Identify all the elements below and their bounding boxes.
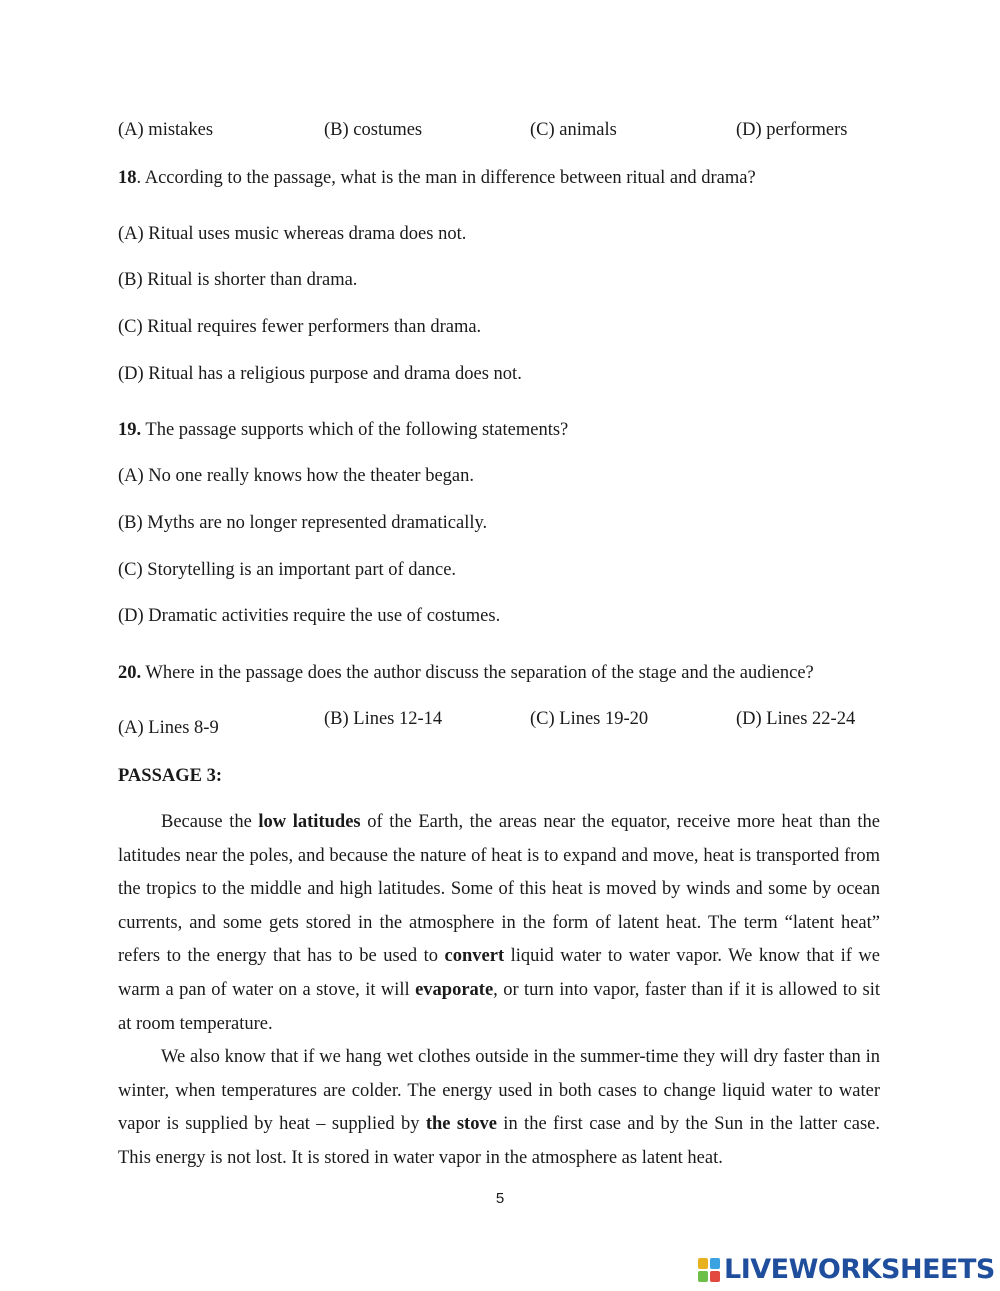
q20-text: Where in the passage does the author discuss the separation of the stage and the audience? bbox=[141, 663, 814, 683]
page-number: 5 bbox=[495, 1190, 505, 1207]
q17-option-d: (D) performers bbox=[736, 120, 848, 140]
p1-text-1: Because the bbox=[161, 812, 259, 832]
liveworksheets-logo-icon bbox=[698, 1258, 720, 1282]
brand-wordmark: LIVEWORKSHEETS bbox=[724, 1254, 995, 1285]
q18-option-b: (B) Ritual is shorter than drama. bbox=[118, 270, 358, 290]
q20-option-b: (B) Lines 12-14 bbox=[324, 709, 443, 729]
passage-paragraph-2 bbox=[118, 1041, 880, 1175]
p2-text-1: We also know that if we hang wet clothes outside in the summer-time they will dry faster than in winter, when temperatures are colder. The energy used in both cases to change liquid water to water vapor is supplied by heat – supplied by bbox=[118, 1047, 880, 1135]
liveworksheets-brand[interactable] bbox=[698, 1254, 995, 1286]
p1-text-2: of the Earth, the areas near the equator, receive more heat than the latitudes near the poles, and because the nature of heat is to expand and move, heat is transported from the tropics to the middle and high latitudes. Some of this heat is moved by winds and some by ocean currents, and some gets stored in the atmosphere in the form of latent heat. The term “latent heat” refers to the energy that has to be used to bbox=[118, 812, 880, 967]
term-evaporate: evaporate bbox=[415, 979, 494, 1000]
q20-number: 20. bbox=[118, 663, 142, 683]
q20-option-a: (A) Lines 8-9 bbox=[118, 718, 219, 738]
q18-number: 18 bbox=[118, 168, 137, 188]
q18-question bbox=[118, 167, 756, 189]
p1-text-3: liquid water to water vapor. We know that if we warm a pan of water on a stove, it will bbox=[118, 946, 881, 1000]
q17-option-a: (A) mistakes bbox=[118, 120, 214, 140]
q19-number: 19. bbox=[118, 420, 142, 440]
q20-option-d: (D) Lines 22-24 bbox=[736, 709, 856, 729]
q19-option-b: (B) Myths are no longer represented dramatically. bbox=[118, 513, 488, 533]
passage-heading: PASSAGE 3: bbox=[118, 766, 222, 786]
q19-text: The passage supports which of the following statements? bbox=[141, 420, 569, 440]
term-the-stove: the stove bbox=[425, 1114, 497, 1135]
q20-question bbox=[118, 662, 814, 684]
q17-option-b: (B) costumes bbox=[324, 120, 423, 140]
term-low-latitudes: low latitudes bbox=[258, 812, 361, 832]
q19-option-a: (A) No one really knows how the theater began. bbox=[118, 466, 475, 486]
q19-option-d: (D) Dramatic activities require the use of costumes. bbox=[118, 606, 501, 626]
term-convert: convert bbox=[444, 946, 505, 967]
p1-text-4: , or turn into vapor, faster than if it is allowed to sit at room temperature. bbox=[118, 979, 880, 1034]
q19-question bbox=[118, 419, 568, 441]
q18-option-a: (A) Ritual uses music whereas drama does not. bbox=[118, 224, 467, 244]
q18-option-d: (D) Ritual has a religious purpose and drama does not. bbox=[118, 364, 522, 384]
p2-text-2: in the first case and by the Sun in the latter case. This energy is not lost. It is stored in water vapor in the atmosphere as latent heat. bbox=[118, 1114, 880, 1168]
passage-paragraph-1 bbox=[118, 806, 880, 1041]
q19-option-c: (C) Storytelling is an important part of dance. bbox=[118, 560, 457, 580]
q17-option-c: (C) animals bbox=[530, 120, 617, 140]
q18-text: . According to the passage, what is the man in difference between ritual and drama? bbox=[136, 168, 756, 188]
q20-option-c: (C) Lines 19-20 bbox=[530, 709, 649, 729]
q18-option-c: (C) Ritual requires fewer performers than drama. bbox=[118, 317, 482, 337]
